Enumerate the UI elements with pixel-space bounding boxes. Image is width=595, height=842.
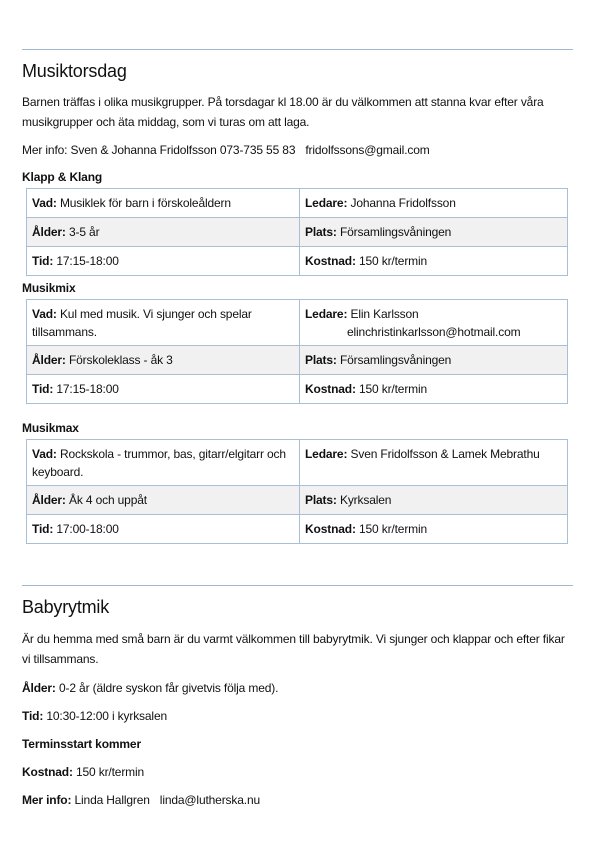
group-title-musikmix: Musikmix bbox=[22, 281, 76, 295]
ledare-cell: Ledare: Sven Fridolfsson & Lamek Mebrathu bbox=[300, 440, 568, 486]
ledare-cell: Ledare: Johanna Fridolfsson bbox=[300, 189, 568, 218]
plats-cell: Plats: Kyrksalen bbox=[300, 486, 568, 515]
ledare-email-link[interactable]: elinchristinkarlsson@hotmail.com bbox=[347, 325, 521, 339]
plats-cell: Plats: Församlingsvåningen bbox=[300, 346, 568, 375]
kostnad-cell: Kostnad: 150 kr/termin bbox=[300, 515, 568, 544]
kostnad-cell: Kostnad: 150 kr/termin bbox=[300, 247, 568, 276]
info-email-link[interactable]: linda@lutherska.nu bbox=[159, 793, 261, 807]
musiktorsdag-heading: Musiktorsdag bbox=[22, 61, 127, 81]
alder-cell: Ålder: Förskoleklass - åk 3 bbox=[27, 346, 300, 375]
vad-cell: Vad: Musiklek för barn i förskoleåldern bbox=[27, 189, 300, 218]
contact-email-link[interactable]: fridolfssons@gmail.com bbox=[305, 143, 430, 157]
contact-text: Mer info: Sven & Johanna Fridolfsson 073-735 55 83 bbox=[22, 143, 296, 157]
babyrytmik-info: Mer info: Linda Hallgren linda@lutherska.nu bbox=[22, 793, 261, 807]
babyrytmik-heading: Babyrytmik bbox=[22, 597, 110, 617]
babyrytmik-alder: Ålder: 0-2 år (äldre syskon får givetvis följa med). bbox=[22, 681, 279, 695]
group-title-klapp-klang: Klapp & Klang bbox=[22, 170, 103, 184]
group-table-musikmax bbox=[26, 439, 568, 544]
middle-divider bbox=[22, 585, 573, 586]
alder-cell: Ålder: 3-5 år bbox=[27, 218, 300, 247]
kostnad-cell: Kostnad: 150 kr/termin bbox=[300, 375, 568, 404]
tid-cell: Tid: 17:15-18:00 bbox=[27, 247, 300, 276]
babyrytmik-terminsstart: Terminsstart kommer bbox=[22, 737, 141, 751]
vad-cell: Vad: Kul med musik. Vi sjunger och spelar tillsammans. bbox=[27, 300, 300, 346]
tid-cell: Tid: 17:15-18:00 bbox=[27, 375, 300, 404]
group-table-klapp-klang bbox=[26, 188, 568, 276]
ledare-cell: Ledare: Elin Karlsson elinchristinkarlsson@hotmail.com bbox=[300, 300, 568, 346]
group-table-musikmix bbox=[26, 299, 568, 404]
alder-cell: Ålder: Åk 4 och uppåt bbox=[27, 486, 300, 515]
vad-cell: Vad: Rockskola - trummor, bas, gitarr/elgitarr och keyboard. bbox=[27, 440, 300, 486]
babyrytmik-intro: Är du hemma med små barn är du varmt välkommen till babyrytmik. Vi sjunger och klappar och efter fikar vi tillsammans. bbox=[22, 632, 565, 666]
plats-cell: Plats: Församlingsvåningen bbox=[300, 218, 568, 247]
tid-cell: Tid: 17:00-18:00 bbox=[27, 515, 300, 544]
top-divider bbox=[22, 49, 573, 50]
babyrytmik-kostnad: Kostnad: 150 kr/termin bbox=[22, 765, 145, 779]
musiktorsdag-contact bbox=[22, 140, 574, 160]
babyrytmik-tid: Tid: 10:30-12:00 i kyrksalen bbox=[22, 709, 167, 723]
group-title-musikmax: Musikmax bbox=[22, 421, 79, 435]
musiktorsdag-intro: Barnen träffas i olika musikgrupper. På torsdagar kl 18.00 är du välkommen att stanna kvar efter våra musikgrupper och äta middag, som vi turas om att laga. bbox=[22, 95, 544, 129]
